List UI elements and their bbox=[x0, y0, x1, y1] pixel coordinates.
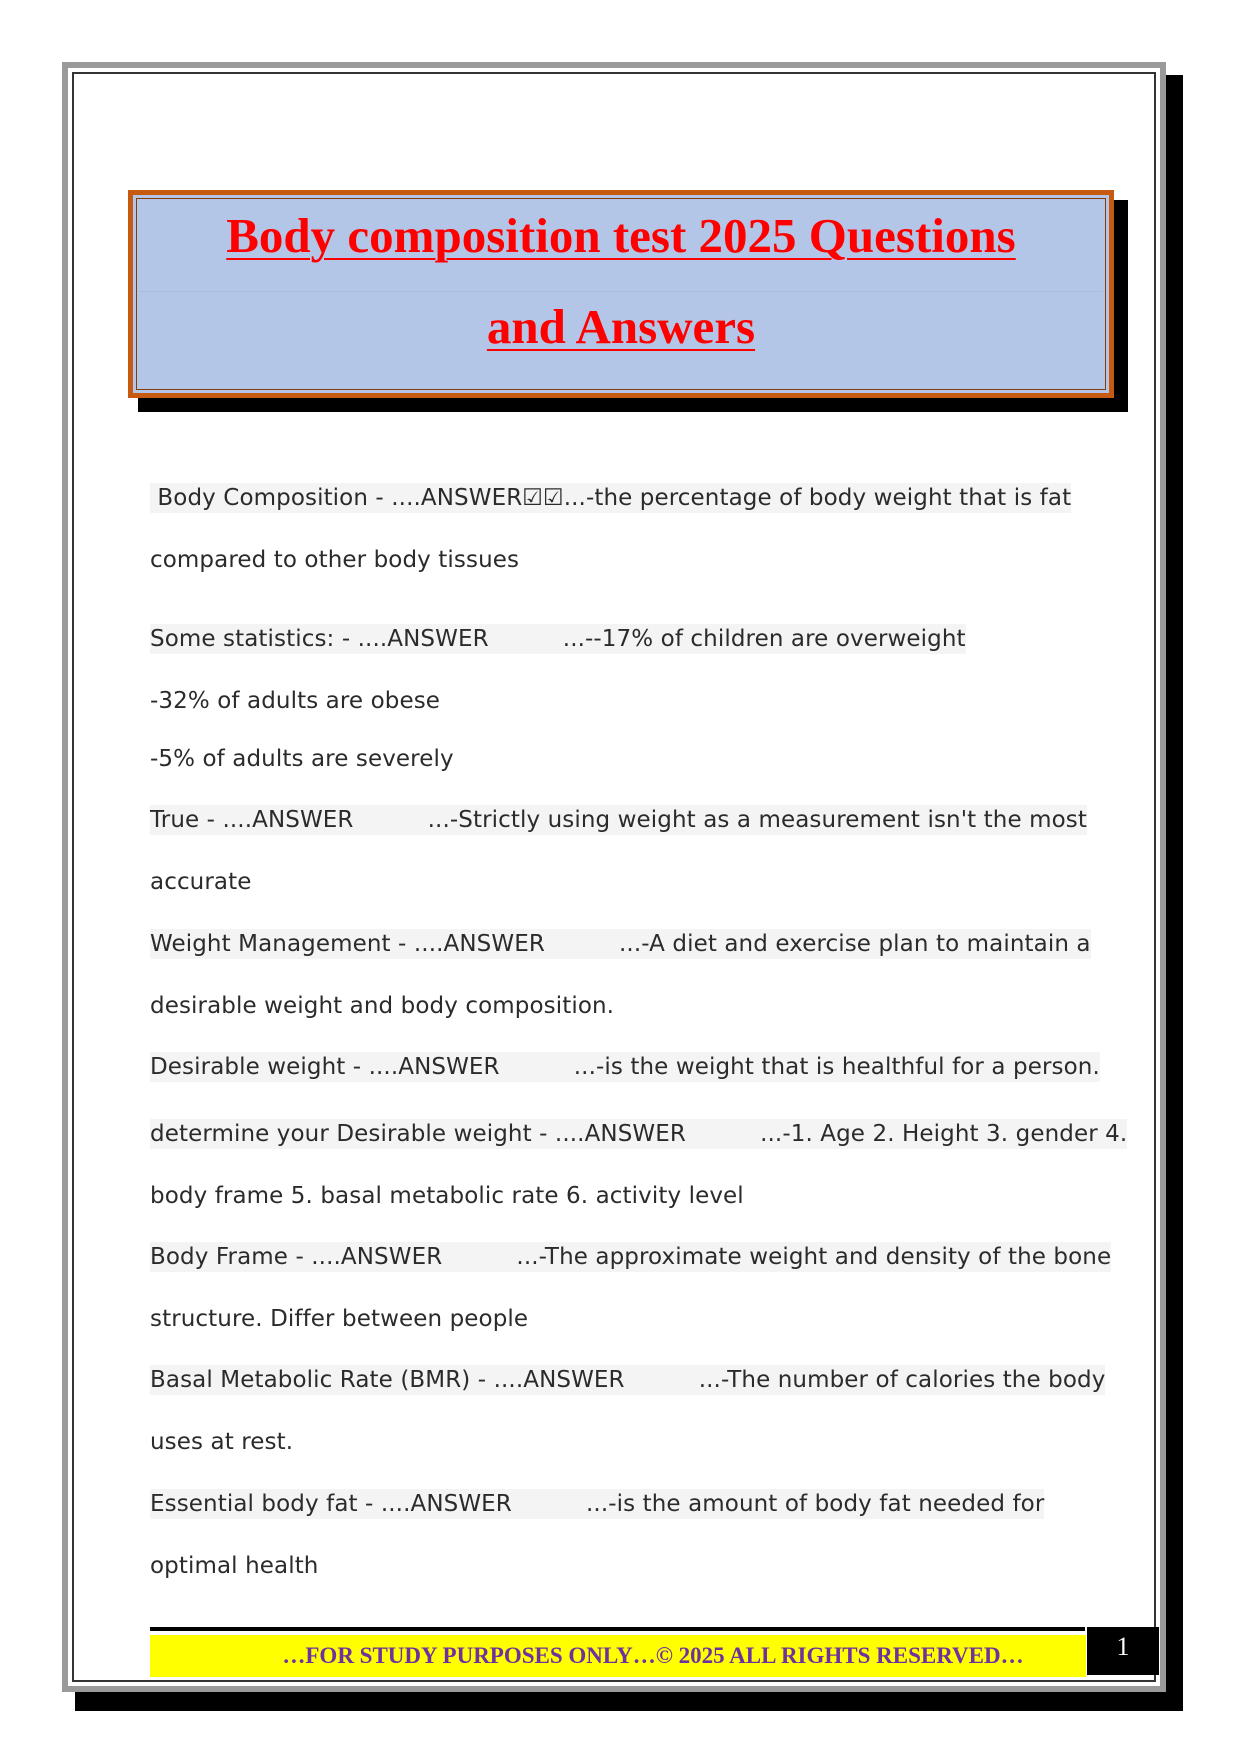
qa-line: Body Frame - ....ANSWER ...-The approximate weight and density of the bone bbox=[150, 1244, 1112, 1270]
qa-line: Essential body fat - ....ANSWER ...-is the amount of body fat needed for bbox=[150, 1491, 1045, 1517]
qa-line: True - ....ANSWER ...-Strictly using weight as a measurement isn't the most bbox=[150, 807, 1087, 833]
qa-line: desirable weight and body composition. bbox=[150, 993, 615, 1019]
qa-line: accurate bbox=[150, 869, 252, 895]
footer-rule bbox=[150, 1627, 1085, 1631]
qa-line: -5% of adults are severely bbox=[150, 746, 454, 772]
qa-line: compared to other body tissues bbox=[150, 547, 520, 573]
qa-line: optimal health bbox=[150, 1553, 319, 1579]
qa-line: determine your Desirable weight - ....ANSWER ...-1. Age 2. Height 3. gender 4. bbox=[150, 1121, 1128, 1147]
qa-line: Weight Management - ....ANSWER ...-A diet and exercise plan to maintain a bbox=[150, 931, 1091, 957]
document-title-line-1: Body composition test 2025 Questions bbox=[226, 208, 1016, 263]
qa-line: structure. Differ between people bbox=[150, 1306, 529, 1332]
qa-line: Desirable weight - ....ANSWER ...-is the weight that is healthful for a person. bbox=[150, 1054, 1100, 1080]
qa-line: -32% of adults are obese bbox=[150, 688, 441, 714]
document-title-line-2: and Answers bbox=[486, 299, 756, 354]
footer-notice: …FOR STUDY PURPOSES ONLY…© 2025 ALL RIGHTS RESERVED… bbox=[150, 1635, 1086, 1677]
qa-line: Some statistics: - ....ANSWER ...--17% of children are overweight bbox=[150, 626, 966, 652]
qa-line: body frame 5. basal metabolic rate 6. activity level bbox=[150, 1183, 744, 1209]
qa-line: uses at rest. bbox=[150, 1429, 294, 1455]
title-divider bbox=[139, 291, 1103, 292]
page-number: 1 bbox=[1087, 1627, 1159, 1675]
title-box bbox=[128, 190, 1114, 398]
qa-line: Basal Metabolic Rate (BMR) - ....ANSWER ...-The number of calories the body bbox=[150, 1367, 1106, 1393]
qa-line: Body Composition - ....ANSWER☑☑...-the percentage of body weight that is fat bbox=[150, 485, 1072, 511]
